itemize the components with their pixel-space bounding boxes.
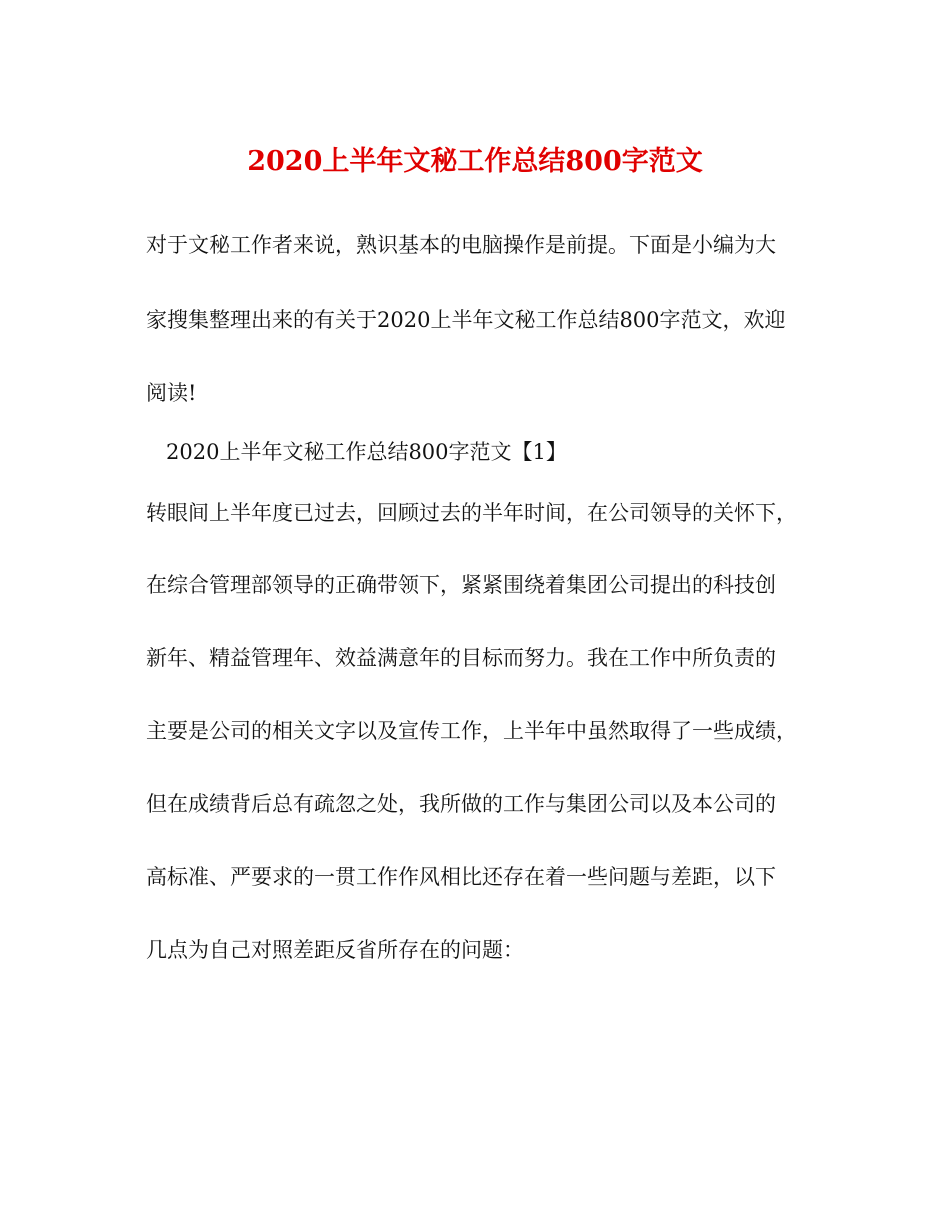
body-line-4: 主要是公司的相关文字以及宣传工作，上半年中虽然取得了一些成绩， xyxy=(146,719,797,743)
intro-line-3: 阅读! xyxy=(146,381,197,405)
section-heading: 2020上半年文秘工作总结800字范文【1】 xyxy=(166,440,567,464)
body-line-2: 在综合管理部领导的正确带领下，紧紧围绕着集团公司提出的科技创 xyxy=(146,573,776,597)
intro-line-1: 对于文秘工作者来说，熟识基本的电脑操作是前提。下面是小编为大 xyxy=(146,233,776,257)
body-line-7: 几点为自己对照差距反省所存在的问题： xyxy=(146,938,524,962)
document-title: 2020上半年文秘工作总结800字范文 xyxy=(247,146,703,177)
body-line-3: 新年、精益管理年、效益满意年的目标而努力。我在工作中所负责的 xyxy=(146,646,776,670)
body-line-5: 但在成绩背后总有疏忽之处，我所做的工作与集团公司以及本公司的 xyxy=(146,792,776,816)
intro-line-2: 家搜集整理出来的有关于2020上半年文秘工作总结800字范文，欢迎 xyxy=(146,308,786,332)
body-line-1: 转眼间上半年度已过去，回顾过去的半年时间，在公司领导的关怀下， xyxy=(146,501,797,525)
body-line-6: 高标准、严要求的一贯工作作风相比还存在着一些问题与差距，以下 xyxy=(146,865,776,889)
